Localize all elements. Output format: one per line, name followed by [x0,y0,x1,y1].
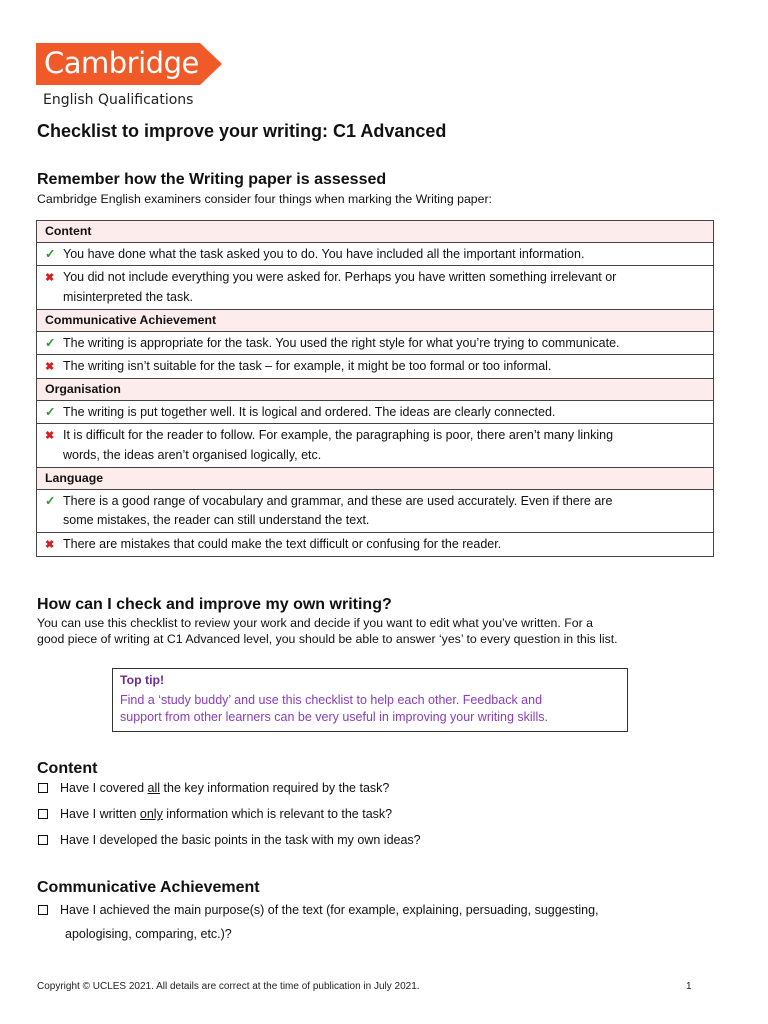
criterion-positive-row [37,401,714,424]
criterion-text: The writing is put together well. It is logical and ordered. The ideas are clearly connected. [63,405,556,419]
checklist-item [38,803,718,826]
category-label: Content [37,221,714,243]
checklist-item-text: the key information required by the task? [160,781,390,795]
improve-intro [37,615,727,647]
logo-subtitle: English Qualifications [43,92,194,108]
content-checklist-heading: Content [37,760,98,777]
criterion-text-cont: some mistakes, the reader can still understand the text. [63,513,370,527]
checkbox[interactable] [38,835,48,845]
top-tip-line: support from other learners can be very useful in improving your writing skills. [120,710,548,724]
top-tip-title: Top tip! [120,673,165,687]
cambridge-logo [36,43,226,107]
improve-intro-line: good piece of writing at C1 Advanced level, you should be able to answer ‘yes’ to every question in this list. [37,632,618,646]
checklist-item-emphasis: only [139,807,163,821]
top-tip-line: Find a ‘study buddy’ and use this checklist to help each other. Feedback and [120,693,543,707]
criterion-text: The writing is appropriate for the task. You used the right style for what you’re trying to communicate. [63,336,620,350]
criterion-text-cont: words, the ideas aren’t organised logically, etc. [63,448,322,462]
criterion-negative-row [37,355,714,379]
checklist-item-text-cont: apologising, comparing, etc.)? [65,927,232,941]
check-icon: ✓ [45,494,56,508]
checklist-item-emphasis: all [147,781,161,795]
criterion-negative-row [37,266,714,310]
category-row [37,221,714,243]
copyright-footer: Copyright © UCLES 2021. All details are correct at the time of publication in July 2021. [37,981,420,992]
criterion-text: The writing isn’t suitable for the task – for example, it might be too formal or too informal. [63,359,552,373]
ca-checklist-heading: Communicative Achievement [37,879,260,896]
assessment-heading: Remember how the Writing paper is assessed [37,171,387,188]
category-label: Communicative Achievement [37,310,714,332]
checklist-item-text: Have I covered [60,781,148,795]
cross-icon: ✖ [45,539,55,551]
check-icon: ✓ [45,247,56,261]
page-title: Checklist to improve your writing: C1 Advanced [37,121,447,141]
assessment-intro: Cambridge English examiners consider four things when marking the Writing paper: [37,192,492,206]
category-row [37,379,714,401]
checkbox[interactable] [38,905,48,915]
criterion-text: There is a good range of vocabulary and grammar, and these are used accurately. Even if there are [63,494,613,508]
category-label: Organisation [37,379,714,401]
checklist-item-text: Have I achieved the main purpose(s) of the text (for example, explaining, persuading, suggesting, [60,903,599,917]
criterion-positive-row [37,332,714,355]
cross-icon: ✖ [45,272,55,284]
logo-brand-text: Cambridge [44,46,199,80]
criterion-negative-row [37,533,714,557]
criterion-positive-row [37,243,714,266]
cross-icon: ✖ [45,361,55,373]
checklist-item-text: Have I written [60,807,140,821]
check-icon: ✓ [45,405,56,419]
category-row [37,468,714,490]
category-label: Language [37,468,714,490]
criterion-text: It is difficult for the reader to follow. For example, the paragraphing is poor, there aren’t many linking [63,428,614,442]
checklist-item [38,898,718,946]
criterion-text: You did not include everything you were asked for. Perhaps you have written something irrelevant or [63,270,617,284]
criterion-text: You have done what the task asked you to do. You have included all the important information. [63,247,585,261]
checklist-item [38,829,718,852]
top-tip-body [120,692,620,726]
checkbox[interactable] [38,809,48,819]
check-icon: ✓ [45,336,56,350]
checklist-item-text: information which is relevant to the task? [162,807,393,821]
criterion-text: There are mistakes that could make the text difficult or confusing for the reader. [63,537,502,551]
improve-heading: How can I check and improve my own writing? [37,596,392,613]
checkbox[interactable] [38,783,48,793]
checklist-item [38,777,718,800]
cross-icon: ✖ [45,430,55,442]
page-number: 1 [686,981,692,992]
criterion-positive-row [37,490,714,533]
criterion-negative-row [37,424,714,468]
improve-intro-line: You can use this checklist to review your work and decide if you want to edit what you’ve written. For a [37,616,593,630]
category-row [37,310,714,332]
assessment-table [36,220,714,557]
top-tip-box [112,668,628,732]
checklist-item-text: Have I developed the basic points in the task with my own ideas? [60,833,421,847]
criterion-text-cont: misinterpreted the task. [63,290,193,304]
